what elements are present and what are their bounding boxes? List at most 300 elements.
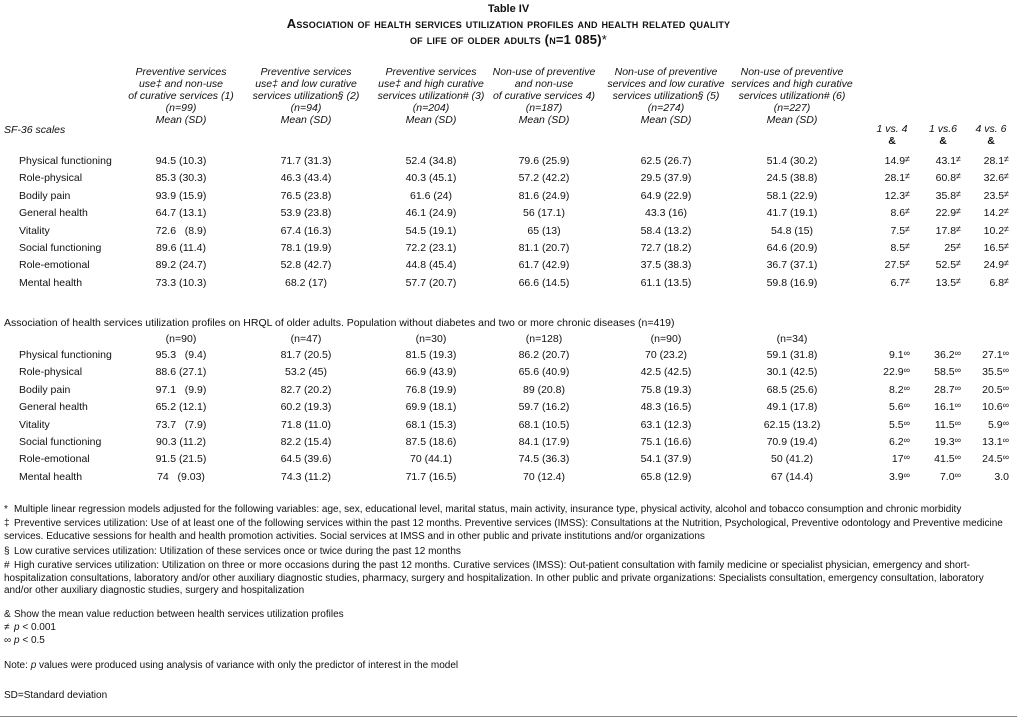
comparison-value-number: 17.8 bbox=[935, 224, 957, 237]
significance-marker: ∞ bbox=[903, 469, 910, 480]
comparison-label: 1 vs. 4 bbox=[876, 123, 908, 135]
mean-sd-cell: 67.4 (16.3) bbox=[280, 224, 332, 237]
mean-sd-cell: 90.3 (11.2) bbox=[155, 436, 206, 448]
mean-sd-cell: 68.1 (10.5) bbox=[518, 418, 570, 431]
table-row bbox=[0, 240, 1017, 257]
table-row bbox=[0, 434, 1017, 451]
table-row bbox=[0, 257, 1017, 274]
comparison-value-number: 7.5 bbox=[890, 224, 906, 237]
mean-sd-cell: 42.5 (42.5) bbox=[640, 366, 692, 379]
mean-sd-cell: 59.1 (31.8) bbox=[766, 349, 818, 361]
mean-sd-cell: 81.7 (20.5) bbox=[280, 349, 332, 361]
mean-sd-cell: 78.1 (19.9) bbox=[280, 242, 332, 254]
mean-sd-cell: 72.2 (23.1) bbox=[405, 242, 457, 254]
comparison-value-number: 22.9 bbox=[935, 207, 957, 220]
comparison-value bbox=[860, 451, 910, 468]
significance-marker: ≠ bbox=[1004, 154, 1009, 164]
table-row bbox=[0, 469, 1017, 486]
footnote-text: p < 0.5 bbox=[14, 635, 45, 646]
column-header-line: (n=204) bbox=[412, 102, 450, 114]
analysis-note: Note: p values were produced using analysis of variance with only the predictor of interest in the model bbox=[4, 660, 459, 671]
mean-sd-cell: 65.6 (40.9) bbox=[518, 366, 570, 379]
comparison-value-number: 35.5 bbox=[982, 366, 1003, 379]
comparison-value bbox=[860, 257, 910, 274]
comparison-value bbox=[959, 399, 1009, 416]
footnote-text: Show the mean value reduction between health services utilization profiles bbox=[14, 609, 344, 620]
mean-sd-cell: 61.6 (24) bbox=[409, 189, 453, 202]
mean-sd-cell: 68.2 (17) bbox=[284, 276, 328, 289]
comparison-value bbox=[911, 275, 961, 292]
significance-marker: ∞ bbox=[954, 435, 961, 445]
column-header-line: Mean (SD) bbox=[640, 114, 692, 126]
scale-name: Physical functioning bbox=[19, 349, 112, 361]
footnote bbox=[4, 622, 1009, 635]
table-row bbox=[0, 451, 1017, 468]
comparison-value bbox=[911, 223, 961, 240]
comparison-value-number: 28.7 bbox=[934, 383, 955, 396]
table-row bbox=[0, 153, 1017, 170]
mean-sd-cell: 89.2 (24.7) bbox=[155, 259, 207, 272]
comparison-header-1 bbox=[872, 123, 912, 147]
comparison-value-number: 19.3 bbox=[934, 436, 955, 448]
mean-sd-cell: 66.6 (14.5) bbox=[518, 276, 570, 289]
p-symbol: p bbox=[14, 635, 20, 646]
mean-sd-cell: 91.5 (21.5) bbox=[155, 453, 207, 466]
mean-sd-cell: 82.2 (15.4) bbox=[280, 436, 332, 448]
significance-marker: ∞ bbox=[954, 382, 961, 393]
column-header-line: Non-use of preventive bbox=[614, 66, 718, 78]
column-header-line: Preventive services bbox=[260, 66, 352, 78]
significance-marker: ≠ bbox=[905, 206, 910, 217]
comparison-value bbox=[860, 382, 910, 399]
comparison-value-number: 10.2 bbox=[983, 224, 1005, 237]
comparison-value-number: 28.1 bbox=[884, 172, 906, 185]
comparison-value bbox=[959, 275, 1009, 292]
mean-sd-cell: 44.8 (45.4) bbox=[405, 259, 457, 272]
mean-sd-cell: 93.9 (15.9) bbox=[155, 189, 207, 202]
scale-name: General health bbox=[19, 401, 88, 414]
column-header-line: of curative services 4) bbox=[492, 90, 596, 102]
table-row bbox=[0, 364, 1017, 381]
sf36-scales-label: SF-36 scales bbox=[4, 124, 66, 136]
mean-sd-cell: 65.8 (12.9) bbox=[640, 470, 692, 483]
significance-marker: ∞ bbox=[954, 365, 961, 376]
comparison-value-number: 9.1 bbox=[888, 349, 904, 361]
significance-marker: ∞ bbox=[954, 452, 961, 463]
significance-marker: ∞ bbox=[954, 348, 961, 358]
mean-sd-cell: 46.3 (43.4) bbox=[280, 172, 332, 185]
scale-name: Bodily pain bbox=[19, 189, 71, 202]
scale-name: Mental health bbox=[19, 276, 83, 289]
mean-sd-cell: 70 (44.1) bbox=[409, 453, 453, 466]
mean-sd-cell: 75.8 (19.3) bbox=[640, 383, 692, 396]
footnote-symbol: * bbox=[4, 504, 8, 515]
comparison-value-number: 14.2 bbox=[983, 207, 1005, 220]
comparison-value bbox=[860, 275, 910, 292]
mean-sd-cell: 79.6 (25.9) bbox=[518, 155, 570, 167]
table-title-block bbox=[0, 0, 1017, 48]
significance-marker: ∞ bbox=[903, 417, 910, 428]
table-row bbox=[0, 347, 1017, 364]
mean-sd-cell: 64.6 (20.9) bbox=[766, 242, 818, 254]
mean-sd-cell: 68.1 (15.3) bbox=[405, 418, 457, 431]
mean-sd-cell: 59.8 (16.9) bbox=[766, 276, 818, 289]
significance-marker: ∞ bbox=[903, 365, 910, 376]
significance-marker: ∞ bbox=[903, 400, 910, 411]
significance-marker: ∞ bbox=[903, 382, 910, 393]
mean-sd-cell: 65.2 (12.1) bbox=[155, 401, 207, 414]
column-header-line: use‡ and low curative bbox=[255, 78, 357, 90]
footnote-symbol: # bbox=[4, 560, 10, 571]
footnote bbox=[4, 546, 1009, 559]
comparison-value bbox=[911, 205, 961, 222]
comparison-value-number: 13.5 bbox=[935, 276, 957, 289]
comparison-value-number: 20.5 bbox=[982, 383, 1003, 396]
sd-note: SD=Standard deviation bbox=[4, 690, 108, 701]
mean-sd-cell: 53.9 (23.8) bbox=[280, 207, 332, 220]
mean-sd-cell: 89.6 (11.4) bbox=[155, 242, 206, 254]
column-header-line: Preventive services bbox=[135, 66, 227, 78]
significance-marker: ≠ bbox=[956, 154, 961, 164]
comparison-value bbox=[860, 399, 910, 416]
column-header-line: of curative services (1) bbox=[128, 90, 234, 102]
column-header-line: services utilization# (3) bbox=[377, 90, 485, 102]
comparison-value-number: 6.7 bbox=[890, 276, 906, 289]
comparison-value bbox=[860, 188, 910, 205]
mean-sd-cell: 81.5 (19.3) bbox=[405, 349, 457, 361]
comparison-value bbox=[911, 451, 961, 468]
table-row bbox=[0, 399, 1017, 416]
significance-marker: ∞ bbox=[903, 452, 910, 463]
comparison-value bbox=[860, 347, 910, 364]
comparison-value-number: 58.5 bbox=[934, 366, 955, 379]
comparison-value bbox=[860, 205, 910, 222]
comparison-value bbox=[860, 469, 910, 486]
significance-marker: ≠ bbox=[956, 275, 961, 286]
mean-sd-cell: 82.7 (20.2) bbox=[280, 383, 332, 396]
mean-sd-cell: 36.7 (37.1) bbox=[766, 259, 818, 272]
significance-marker: ∞ bbox=[1002, 435, 1009, 445]
scale-name: Mental health bbox=[19, 470, 83, 483]
comparison-value bbox=[959, 153, 1009, 170]
mean-sd-cell: 75.1 (16.6) bbox=[640, 436, 692, 448]
column-header-line: (n=187) bbox=[525, 102, 563, 114]
comparison-value bbox=[959, 257, 1009, 274]
significance-marker: ≠ bbox=[1004, 258, 1009, 269]
mean-sd-cell: 64.5 (39.6) bbox=[280, 453, 332, 466]
significance-marker: ≠ bbox=[956, 188, 961, 199]
mean-sd-cell: 94.5 (10.3) bbox=[155, 155, 207, 167]
mean-sd-cell: 62.15 (13.2) bbox=[763, 418, 821, 431]
sample-size: (n=34) bbox=[776, 333, 808, 345]
significance-marker: ∞ bbox=[954, 417, 961, 428]
comparison-value bbox=[860, 240, 910, 257]
mean-sd-cell: 97.1 (9.9) bbox=[155, 383, 207, 396]
significance-marker: ≠ bbox=[956, 223, 961, 234]
significance-marker: ≠ bbox=[905, 188, 910, 199]
comparison-value-number: 28.1 bbox=[983, 155, 1005, 167]
comparison-value bbox=[911, 364, 961, 381]
comparison-value-number: 24.5 bbox=[982, 453, 1003, 466]
column-header-line: use‡ and high curative bbox=[378, 78, 484, 90]
comparison-label: 4 vs. 6 bbox=[975, 123, 1007, 135]
significance-marker: ≠ bbox=[1004, 171, 1009, 182]
significance-marker: ≠ bbox=[905, 223, 910, 234]
comparison-value bbox=[860, 170, 910, 187]
mean-sd-cell: 69.9 (18.1) bbox=[405, 401, 457, 414]
comparison-value bbox=[911, 469, 961, 486]
mean-sd-cell: 48.3 (16.5) bbox=[640, 401, 692, 414]
section-2-title: Association of health services utilization profiles on HRQL of older adults. Population without diabetes and two or more chronic diseases (n=419) bbox=[4, 317, 675, 329]
comparison-value bbox=[911, 153, 961, 170]
mean-sd-cell: 71.8 (11.0) bbox=[280, 418, 331, 431]
significance-marker: ≠ bbox=[1004, 241, 1009, 251]
mean-sd-cell: 74.5 (36.3) bbox=[518, 453, 570, 466]
footnote bbox=[4, 609, 1009, 622]
significance-marker: ∞ bbox=[954, 400, 961, 411]
footnote-text: Preventive services utilization: Use of at least one of the following services within the past 12 months. Preventive services (IMSS): Consultations at the Nutrition, Psychological, Preventive odontology and Preventive medicine services. Educative sessions for health and health promotion activities. Social services at IMSS and in other public and private institutions and/or organizations bbox=[4, 518, 1003, 542]
mean-sd-cell: 61.1 (13.5) bbox=[640, 276, 692, 289]
footnote-symbol: ‡ bbox=[4, 518, 10, 529]
comparison-value bbox=[860, 417, 910, 434]
footnote bbox=[4, 560, 1009, 598]
mean-sd-cell: 62.5 (26.7) bbox=[640, 155, 692, 167]
footnote-symbol: ∞ bbox=[4, 635, 12, 646]
footnote-symbol: & bbox=[4, 609, 11, 620]
column-header-line: services utilization§ (2) bbox=[252, 90, 360, 102]
column-header-line: (n=274) bbox=[647, 102, 685, 114]
comparison-value bbox=[959, 170, 1009, 187]
mean-sd-cell: 72.6 (8.9) bbox=[155, 224, 207, 237]
mean-sd-cell: 70 (23.2) bbox=[644, 349, 688, 361]
comparison-value bbox=[959, 347, 1009, 364]
comparison-value-number: 13.1 bbox=[982, 436, 1003, 448]
p-symbol: p bbox=[30, 660, 37, 671]
comparison-mark: & bbox=[888, 135, 896, 147]
comparison-value-number: 10.6 bbox=[982, 401, 1003, 414]
comparison-value bbox=[959, 417, 1009, 434]
mean-sd-cell: 74.3 (11.2) bbox=[280, 470, 331, 483]
sample-size: (n=47) bbox=[290, 333, 322, 345]
footnote-text: p < 0.001 bbox=[14, 622, 56, 633]
column-header-line: Non-use of preventive bbox=[492, 66, 596, 78]
comparison-value: 3.0 bbox=[994, 470, 1009, 483]
column-header-line: services utilization§ (5) bbox=[612, 90, 720, 102]
column-header-line: (n=94) bbox=[290, 102, 322, 114]
table-row bbox=[0, 188, 1017, 205]
comparison-value bbox=[959, 188, 1009, 205]
mean-sd-cell: 57.2 (42.2) bbox=[518, 172, 570, 185]
mean-sd-cell: 43.3 (16) bbox=[644, 207, 688, 220]
footnote bbox=[4, 635, 1009, 648]
mean-sd-cell: 51.4 (30.2) bbox=[766, 155, 818, 167]
comparison-value-number: 17 bbox=[891, 453, 904, 466]
mean-sd-cell: 85.3 (30.3) bbox=[155, 172, 207, 185]
mean-sd-cell: 70.9 (19.4) bbox=[766, 436, 818, 448]
mean-sd-cell: 81.1 (20.7) bbox=[518, 242, 570, 254]
p-symbol: p bbox=[14, 622, 20, 633]
column-header-line: Preventive services bbox=[385, 66, 477, 78]
scale-name: Role-physical bbox=[19, 366, 83, 379]
table-title-line-2 bbox=[0, 32, 1017, 48]
comparison-value bbox=[911, 188, 961, 205]
comparison-value-number: 8.5 bbox=[890, 242, 906, 254]
mean-sd-cell: 76.8 (19.9) bbox=[405, 383, 457, 396]
footnote-symbol: § bbox=[4, 546, 10, 557]
comparison-value bbox=[860, 153, 910, 170]
sample-size: (n=90) bbox=[165, 333, 197, 345]
footnote-text: Low curative services utilization: Utilization of these services once or twice during the past 12 months bbox=[14, 546, 461, 557]
significance-marker: ≠ bbox=[1004, 223, 1009, 234]
scale-name: Role-emotional bbox=[19, 259, 90, 272]
significance-marker: ∞ bbox=[1002, 400, 1009, 411]
column-header-line: (n=227) bbox=[773, 102, 811, 114]
comparison-value-number: 5.9 bbox=[987, 418, 1003, 431]
column-header-line: Mean (SD) bbox=[405, 114, 457, 126]
table-row bbox=[0, 170, 1017, 187]
mean-sd-cell: 54.1 (37.9) bbox=[640, 453, 692, 466]
comparison-value-number: 24.9 bbox=[983, 259, 1005, 272]
comparison-value-number: 32.6 bbox=[983, 172, 1005, 185]
column-header-6 bbox=[717, 66, 867, 126]
significance-marker: ≠ bbox=[905, 171, 910, 182]
comparison-value-number: 23.5 bbox=[983, 189, 1005, 202]
table-row bbox=[0, 417, 1017, 434]
comparison-value-number: 11.5 bbox=[934, 418, 955, 431]
mean-sd-cell: 74 (9.03) bbox=[157, 470, 205, 483]
mean-sd-cell: 86.2 (20.7) bbox=[518, 349, 570, 361]
mean-sd-cell: 52.4 (34.8) bbox=[405, 155, 457, 167]
comparison-mark: & bbox=[987, 135, 995, 147]
sample-size: (n=30) bbox=[415, 333, 447, 345]
comparison-value-number: 43.1 bbox=[935, 155, 957, 167]
comparison-value bbox=[959, 240, 1009, 257]
significance-marker: ≠ bbox=[905, 275, 910, 286]
mean-sd-cell: 70 (12.4) bbox=[522, 470, 566, 483]
mean-sd-cell: 30.1 (42.5) bbox=[766, 366, 818, 379]
footnote bbox=[4, 504, 1009, 517]
mean-sd-cell: 67 (14.4) bbox=[770, 470, 814, 483]
mean-sd-cell: 53.2 (45) bbox=[284, 366, 328, 379]
mean-sd-cell: 60.2 (19.3) bbox=[280, 401, 332, 414]
significance-marker: ≠ bbox=[905, 241, 910, 251]
significance-marker: ≠ bbox=[956, 241, 961, 251]
mean-sd-cell: 37.5 (38.3) bbox=[640, 259, 692, 272]
mean-sd-cell: 65 (13) bbox=[527, 224, 561, 237]
mean-sd-cell: 61.7 (42.9) bbox=[518, 259, 570, 272]
mean-sd-cell: 54.8 (15) bbox=[770, 224, 814, 237]
mean-sd-cell: 56 (17.1) bbox=[522, 207, 566, 220]
mean-sd-cell: 88.6 (27.1) bbox=[155, 366, 207, 379]
significance-marker: ≠ bbox=[905, 154, 910, 164]
comparison-value-number: 7.0 bbox=[939, 470, 955, 483]
column-headers bbox=[0, 66, 1017, 147]
significance-marker: ≠ bbox=[1004, 206, 1009, 217]
comparison-value-number: 35.8 bbox=[935, 189, 957, 202]
mean-sd-cell: 64.7 (13.1) bbox=[155, 207, 207, 220]
comparison-header-2 bbox=[923, 123, 963, 147]
table-row bbox=[0, 223, 1017, 240]
comparison-value-number: 12.3 bbox=[884, 189, 906, 202]
comparison-value-number: 52.5 bbox=[935, 259, 957, 272]
table-row bbox=[0, 275, 1017, 292]
comparison-value bbox=[860, 223, 910, 240]
mean-sd-cell: 52.8 (42.7) bbox=[280, 259, 332, 272]
column-header-line: Non-use of preventive bbox=[740, 66, 844, 78]
scale-name: Social functioning bbox=[19, 242, 102, 254]
scale-name: Role-physical bbox=[19, 172, 83, 185]
comparison-value-number: 6.8 bbox=[989, 276, 1005, 289]
comparison-value bbox=[911, 434, 961, 451]
comparison-value bbox=[860, 364, 910, 381]
comparison-value bbox=[911, 240, 961, 257]
comparison-value-number: 16.1 bbox=[934, 401, 955, 414]
column-header-line: (n=99) bbox=[165, 102, 197, 114]
significance-marker: ∞ bbox=[1002, 348, 1009, 358]
scale-name: General health bbox=[19, 207, 88, 220]
bottom-rule bbox=[0, 716, 1017, 717]
significance-marker: ∞ bbox=[903, 348, 910, 358]
comparison-header-3 bbox=[971, 123, 1011, 147]
sample-size: (n=90) bbox=[650, 333, 682, 345]
table-row bbox=[0, 382, 1017, 399]
comparison-value bbox=[911, 170, 961, 187]
mean-sd-cell: 29.5 (37.9) bbox=[640, 172, 692, 185]
comparison-value-number: 8.2 bbox=[888, 383, 904, 396]
significance-marker: ≠ bbox=[956, 258, 961, 269]
mean-sd-cell: 50 (41.2) bbox=[770, 453, 814, 466]
scale-name: Vitality bbox=[19, 418, 50, 431]
comparison-value-number: 16.5 bbox=[983, 242, 1005, 254]
significance-marker: ∞ bbox=[1002, 365, 1009, 376]
comparison-value-number: 5.6 bbox=[888, 401, 904, 414]
comparison-value bbox=[911, 347, 961, 364]
mean-sd-cell: 76.5 (23.8) bbox=[280, 189, 332, 202]
comparison-value-number: 3.9 bbox=[888, 470, 904, 483]
mean-sd-cell: 57.7 (20.7) bbox=[405, 276, 457, 289]
significance-marker: ≠ bbox=[1004, 188, 1009, 199]
column-header-line: Mean (SD) bbox=[518, 114, 570, 126]
scale-name: Role-emotional bbox=[19, 453, 90, 466]
column-header-line: services and high curative bbox=[731, 78, 853, 90]
mean-sd-cell: 54.5 (19.1) bbox=[405, 224, 457, 237]
column-header-line: services utilization# (6) bbox=[738, 90, 846, 102]
comparison-value-number: 6.2 bbox=[888, 436, 904, 448]
mean-sd-cell: 71.7 (31.3) bbox=[280, 155, 332, 167]
footnote-symbol: ≠ bbox=[4, 622, 10, 633]
significance-marker: ≠ bbox=[956, 171, 961, 182]
significance-marker: ∞ bbox=[1002, 382, 1009, 393]
column-header-line: services and low curative bbox=[607, 78, 725, 90]
scale-name: Vitality bbox=[19, 224, 50, 237]
significance-marker: ≠ bbox=[956, 206, 961, 217]
comparison-value-number: 60.8 bbox=[935, 172, 957, 185]
mean-sd-cell: 81.6 (24.9) bbox=[518, 189, 570, 202]
mean-sd-cell: 89 (20.8) bbox=[522, 383, 566, 396]
comparison-label: 1 vs.6 bbox=[928, 123, 957, 135]
mean-sd-cell: 64.9 (22.9) bbox=[640, 189, 692, 202]
comparison-value bbox=[911, 417, 961, 434]
column-header-line: Mean (SD) bbox=[766, 114, 818, 126]
mean-sd-cell: 58.4 (13.2) bbox=[640, 224, 692, 237]
comparison-value-number: 22.9 bbox=[883, 366, 904, 379]
significance-marker: ∞ bbox=[1002, 417, 1009, 428]
comparison-value-number: 27.5 bbox=[884, 259, 906, 272]
mean-sd-cell: 49.1 (17.8) bbox=[766, 401, 818, 414]
column-header-line: use‡ and non-use bbox=[138, 78, 224, 90]
comparison-value bbox=[959, 434, 1009, 451]
scale-name: Bodily pain bbox=[19, 383, 71, 396]
